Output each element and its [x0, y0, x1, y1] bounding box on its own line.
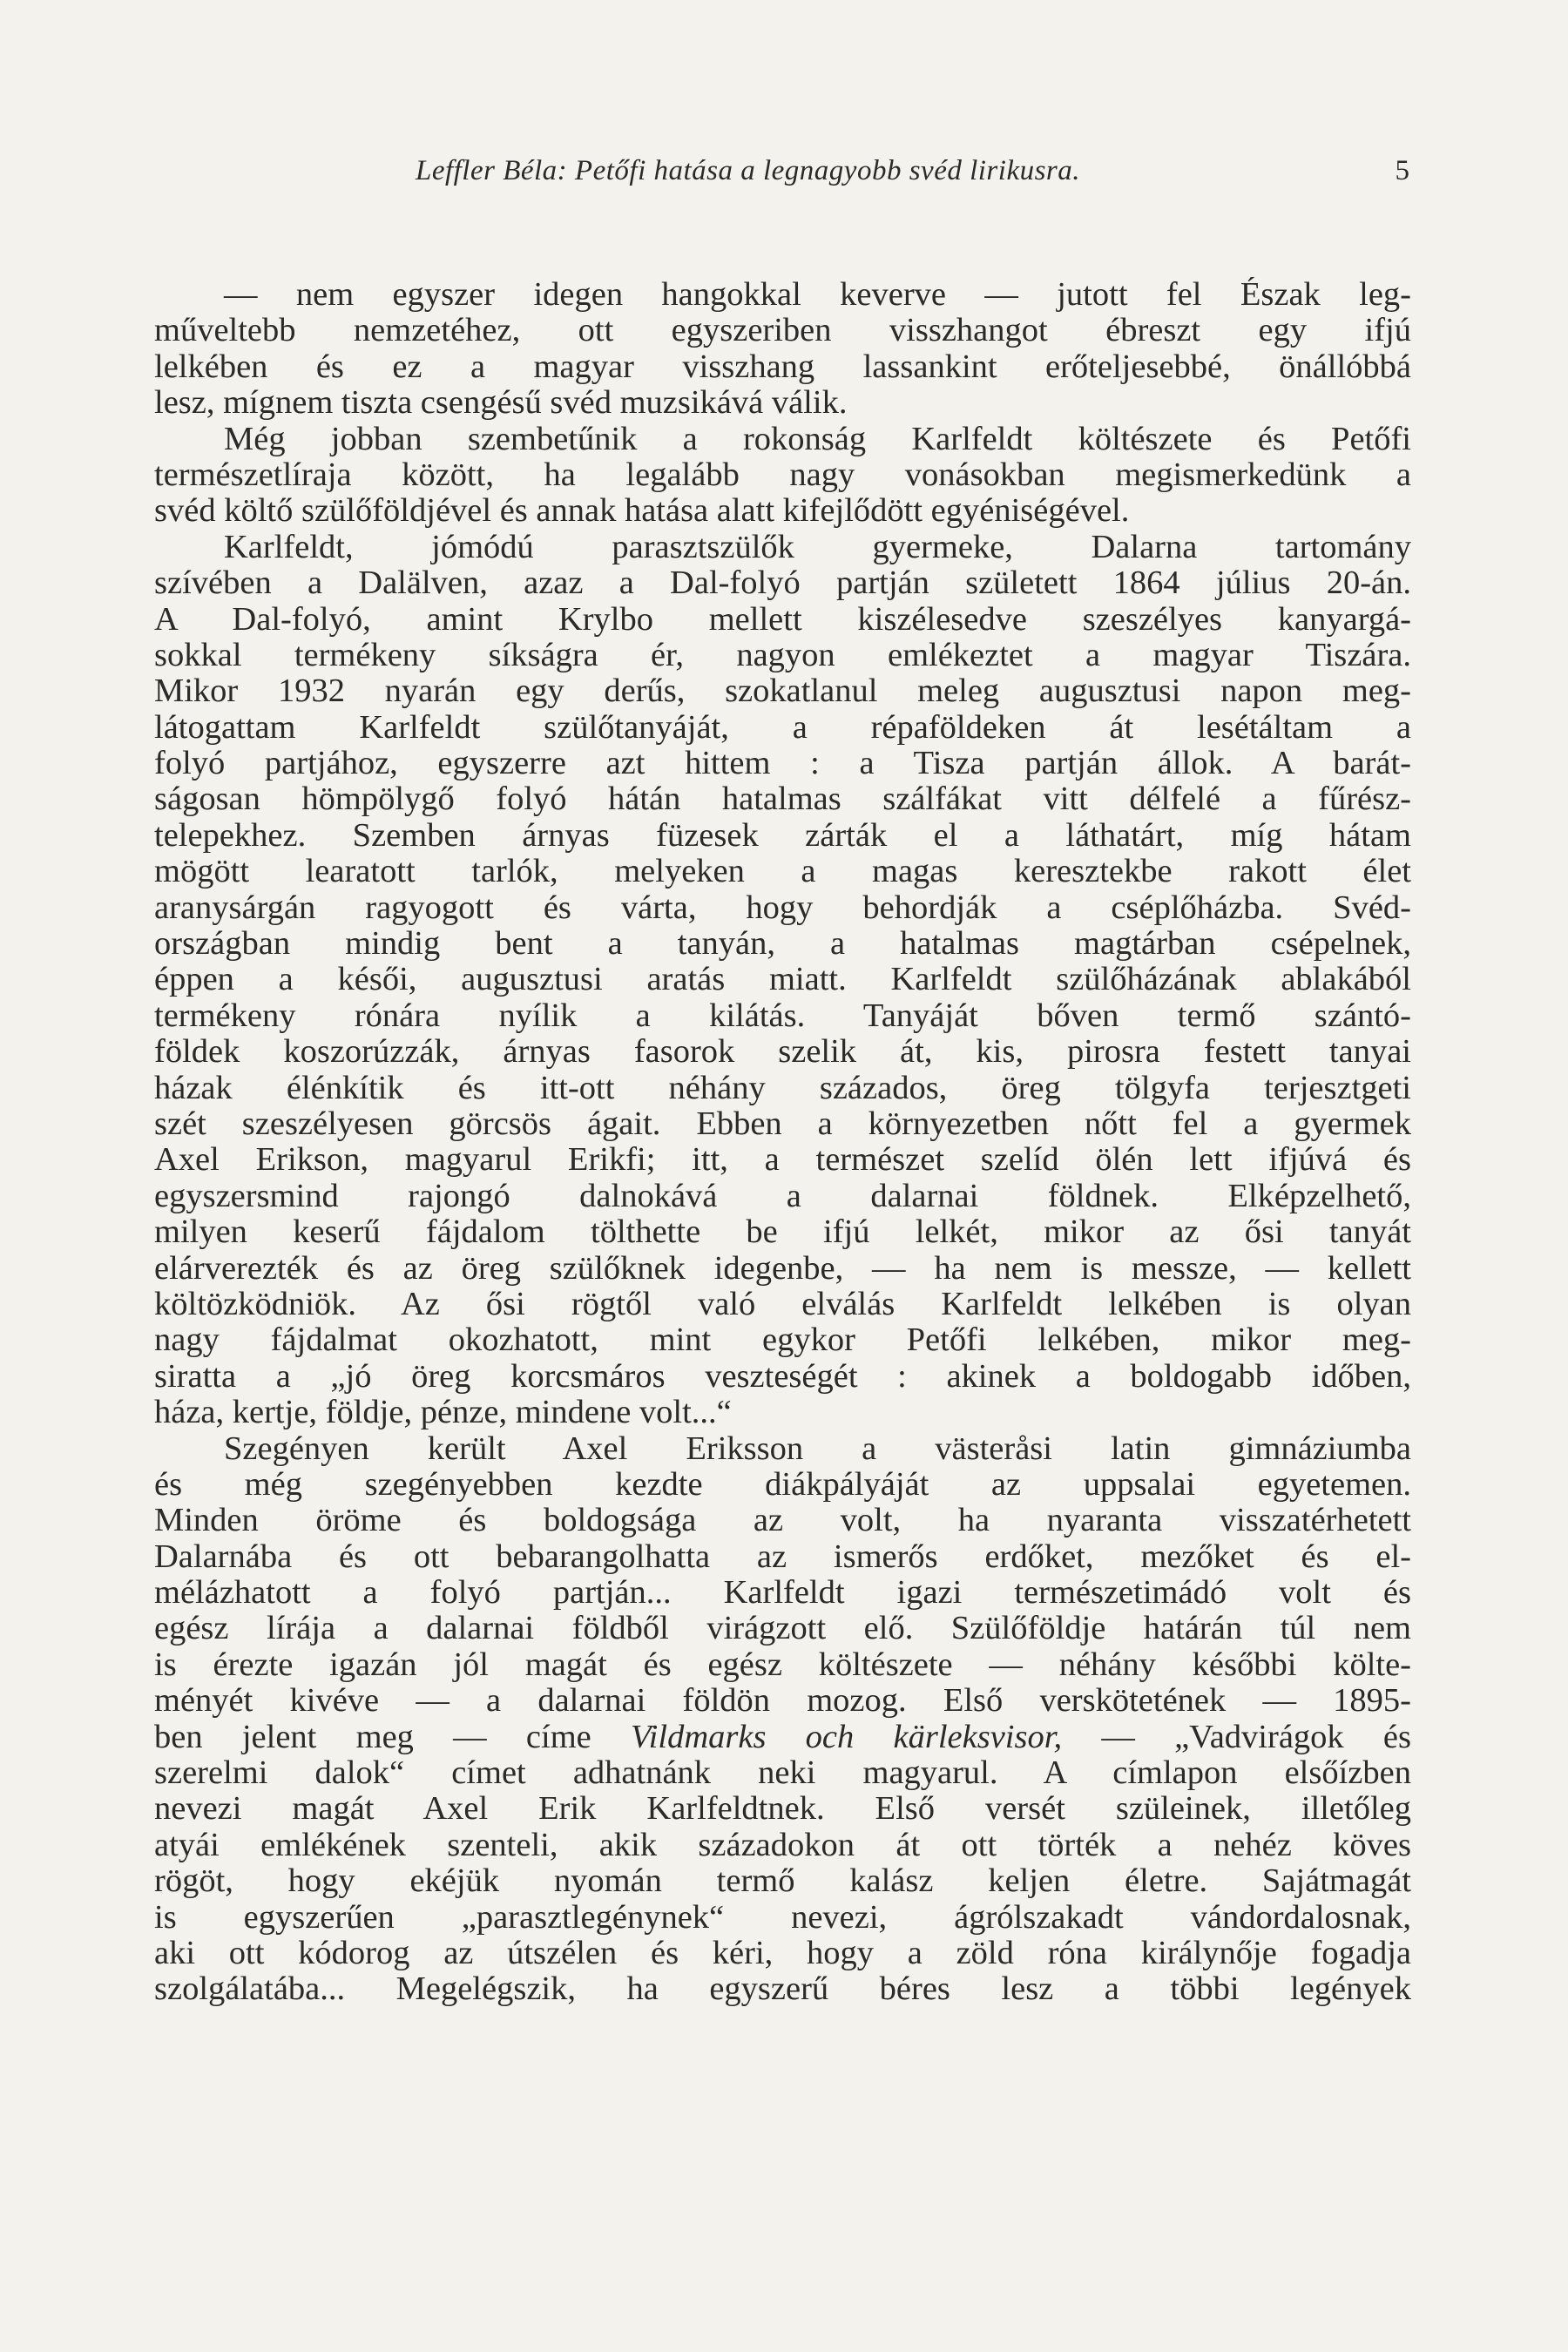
text-line: éppen a késői, augusztusi aratás miatt. Karlfeldt szülőházának ablakából [154, 962, 1411, 998]
text-line: A Dal-folyó, amint Krylbo mellett kiszélesedve szeszélyes kanyargá- [154, 601, 1411, 638]
text-line: termékeny rónára nyílik a kilátás. Tanyáját bőven termő szántó- [154, 997, 1411, 1034]
text-line: siratta a „jó öreg korcsmáros veszteségét : akinek a boldogabb időben, [154, 1358, 1411, 1395]
text-line: szívében a Dalälven, azaz a Dal-folyó partján született 1864 július 20-án. [154, 565, 1411, 602]
text-line: szét szeszélyesen görcsös ágait. Ebben a környezetben nőtt fel a gyermek [154, 1105, 1411, 1142]
text-line: háza, kertje, földje, pénze, mindene volt...“ [154, 1395, 732, 1431]
italic-title: Vildmarks och kärleksvisor, [631, 1719, 1063, 1755]
text-line: Még jobban szembetűnik a rokonság Karlfeldt költészete és Petőfi [224, 421, 1411, 457]
text-line: látogattam Karlfeldt szülőtanyáját, a répaföldeken át lesétáltam a [154, 709, 1411, 746]
text-line: Mikor 1932 nyarán egy derűs, szokatlanul meleg augusztusi napon meg- [154, 673, 1411, 710]
text-line: Karlfeldt, jómódú parasztszülők gyermeke, Dalarna tartomány [224, 529, 1411, 565]
text-line: rögöt, hogy ekéjük nyomán termő kalász keljen életre. Sajátmagát [154, 1863, 1411, 1900]
text-line: aranysárgán ragyogott és várta, hogy behordják a cséplőházba. Svéd- [154, 889, 1411, 926]
text-line: egyszersmind rajongó dalnokává a dalarnai földnek. Elképzelhető, [154, 1178, 1411, 1214]
text-line: nevezi magát Axel Erik Karlfeldtnek. Első versét szüleinek, illetőleg [154, 1791, 1411, 1828]
text-line: telepekhez. Szemben árnyas füzesek zárták el a láthatárt, míg hátam [154, 817, 1411, 854]
text-line: ságosan hömpölygő folyó hátán hatalmas szálfákat vitt délfelé a fűrész- [154, 781, 1411, 818]
text-run: — „Vadvirágok és [1062, 1719, 1411, 1755]
text-line: ményét kivéve — a dalarnai földön mozog. Első verskötetének — 1895- [154, 1683, 1411, 1720]
text-line: költözködniök. Az ősi rögtől való elválás Karlfeldt lelkében is olyan [154, 1286, 1411, 1322]
text-line: lesz, mígnem tiszta csengésű svéd muzsikává válik. [154, 385, 848, 422]
text-line: országban mindig bent a tanyán, a hatalmas magtárban csépelnek, [154, 926, 1411, 963]
text-line: folyó partjához, egyszerre azt hittem : a Tisza partján állok. A barát- [154, 746, 1411, 782]
text-line: mögött learatott tarlók, melyeken a magas keresztekbe rakott élet [154, 854, 1411, 890]
text-line: aki ott kódorog az útszélen és kéri, hogy a zöld róna királynője fogadja [154, 1935, 1411, 1971]
running-header [154, 155, 1411, 193]
text-line: is érezte igazán jól magát és egész költészete — néhány későbbi költe- [154, 1646, 1411, 1683]
running-header-title: Leffler Béla: Petőfi hatása a legnagyobb svéd lirikusra. [415, 155, 1081, 186]
text-line: és még szegényebben kezdte diákpályáját az uppsalai egyetemen. [154, 1466, 1411, 1503]
text-line: nagy fájdalmat okozhatott, mint egykor Petőfi lelkében, mikor meg- [154, 1322, 1411, 1359]
text-line: szerelmi dalok“ címet adhatnánk neki magyarul. A címlapon elsőízben [154, 1755, 1411, 1792]
text-line: műveltebb nemzetéhez, ott egyszeriben visszhangot ébreszt egy ifjú [154, 313, 1411, 349]
page-number: 5 [1395, 155, 1409, 186]
text-line: atyái emlékének szenteli, akik századokon át ott törték a nehéz köves [154, 1827, 1411, 1863]
text-line: földek koszorúzzák, árnyas fasorok szelik át, kis, pirosra festett tanyai [154, 1034, 1411, 1071]
text-line: Minden öröme és boldogsága az volt, ha nyaranta visszatérhetett [154, 1503, 1411, 1539]
text-run: ben jelent meg — címe [154, 1719, 632, 1755]
text-line: szolgálatába... Megelégszik, ha egyszerű béres lesz a többi legények [154, 1971, 1411, 2008]
text-line: Axel Erikson, magyarul Erikfi; itt, a természet szelíd ölén lett ifjúvá és [154, 1142, 1411, 1179]
text-line [154, 1720, 1411, 1755]
text-line: Dalarnába és ott bebarangolhatta az ismerős erdőket, mezőket és el- [154, 1538, 1411, 1575]
text-line: mélázhatott a folyó partján... Karlfeldt igazi természetimádó volt és [154, 1575, 1411, 1612]
text-line: Szegényen került Axel Eriksson a västeråsi latin gimnáziumba [224, 1430, 1411, 1467]
text-line: természetlíraja között, ha legalább nagy vonásokban megismerkedünk a [154, 456, 1411, 493]
text-line: elárverezték és az öreg szülőknek idegenbe, — ha nem is messze, — kellett [154, 1250, 1411, 1287]
text-line: — nem egyszer idegen hangokkal keverve — jutott fel Észak leg- [224, 277, 1411, 313]
text-line: egész lírája a dalarnai földből virágzott elő. Szülőföldje határán túl nem [154, 1611, 1411, 1647]
text-line: lelkében és ez a magyar visszhang lassankint erőteljesebbé, önállóbbá [154, 348, 1411, 385]
text-line: milyen keserű fájdalom tölthette be ifjú lelkét, mikor az ősi tanyát [154, 1214, 1411, 1251]
body-text [154, 277, 1411, 2008]
text-line: házak élénkítik és itt-ott néhány százados, öreg tölgyfa terjesztgeti [154, 1070, 1411, 1106]
text-line: sokkal termékeny síkságra ér, nagyon emlékeztet a magyar Tiszára. [154, 637, 1411, 673]
text-line: is egyszerűen „parasztlegénynek“ nevezi, ágrólszakadt vándordalosnak, [154, 1899, 1411, 1936]
text-line: svéd költő szülőföldjével és annak hatása alatt kifejlődött egyéniségével. [154, 493, 1130, 530]
